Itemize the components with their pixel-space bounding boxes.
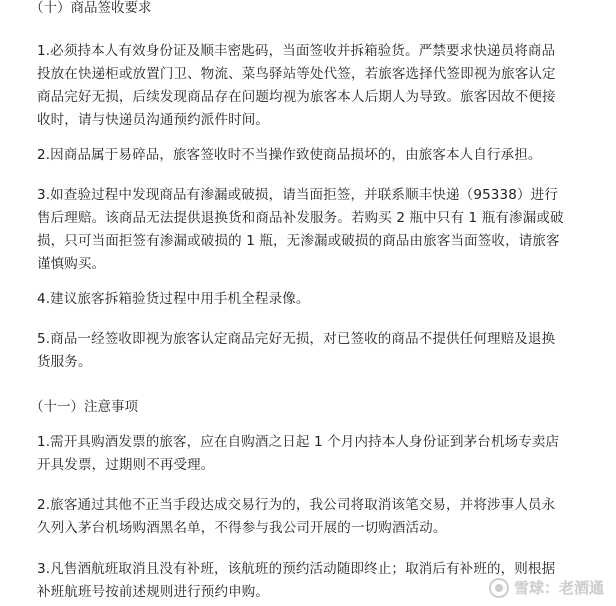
text-line: 投放在快递柜或放置门卫、物流、菜鸟驿站等处代签，若旅客选择代签即视为旅客认定 bbox=[37, 66, 556, 82]
text-line: 谨慎购买。 bbox=[37, 256, 106, 272]
text-line: 4.建议旅客拆箱验货过程中用手机全程录像。 bbox=[37, 291, 310, 307]
text-line: 补班航班号按前述规则进行预约申购。 bbox=[37, 584, 270, 600]
section-10-item-4 bbox=[37, 288, 601, 311]
section-10-item-2 bbox=[37, 144, 601, 167]
section-10-item-3 bbox=[37, 184, 601, 276]
section-11-item-2 bbox=[37, 494, 601, 540]
text-line: 久列入茅台机场购酒黑名单，不得参与我公司开展的一切购酒活动。 bbox=[37, 520, 447, 536]
text-line: 商品完好无损，后续发现商品存在问题均视为旅客本人后期人为导致。旅客因故不便接 bbox=[37, 89, 556, 105]
text-line: 3.凡售酒航班取消且没有补班，该航班的预约活动随即终止；取消后有补班的，则根据 bbox=[37, 561, 556, 577]
text-line: 货服务。 bbox=[37, 354, 92, 370]
text-line: 2.旅客通过其他不正当手段达成交易行为的，我公司将取消该笔交易，并将涉事人员永 bbox=[37, 497, 556, 513]
section-11-heading: （十一）注意事项 bbox=[30, 399, 138, 415]
watermark-text: 雪球：老酒通 bbox=[513, 579, 604, 597]
text-line: 售后理赔。该商品无法提供退换货和商品补发服务。若购买 2 瓶中只有 1 瓶有渗漏或破 bbox=[37, 210, 564, 226]
text-line: 5.商品一经签收即视为旅客认定商品完好无损，对已签收的商品不提供任何理赔及退换 bbox=[37, 331, 556, 347]
watermark bbox=[489, 577, 604, 598]
section-10-item-1 bbox=[37, 40, 601, 132]
text-line: 收时，请与快递员沟通预约派件时间。 bbox=[37, 112, 270, 128]
text-line: 3.如查验过程中发现商品有渗漏或破损，请当面拒签，并联系顺丰快递（95338）进行 bbox=[37, 187, 558, 203]
section-11-item-1 bbox=[37, 431, 601, 477]
snowball-logo-icon bbox=[489, 578, 509, 598]
text-line: 开具发票，过期则不再受理。 bbox=[37, 457, 215, 473]
section-10-heading: （十）商品签收要求 bbox=[30, 0, 152, 16]
text-line: 2.因商品属于易碎品，旅客签收时不当操作致使商品损坏的，由旅客本人自行承担。 bbox=[37, 147, 542, 163]
section-10-item-5 bbox=[37, 328, 601, 374]
text-line: 1.必须持本人有效身份证及顺丰密匙码，当面签收并拆箱验货。严禁要求快递员将商品 bbox=[37, 43, 556, 59]
text-line: 1.需开具购酒发票的旅客，应在自购酒之日起 1 个月内持本人身份证到茅台机场专卖店 bbox=[37, 434, 560, 450]
text-line: 损，只可当面拒签有渗漏或破损的 1 瓶，无渗漏或破损的商品由旅客当面签收，请旅客 bbox=[37, 233, 560, 249]
